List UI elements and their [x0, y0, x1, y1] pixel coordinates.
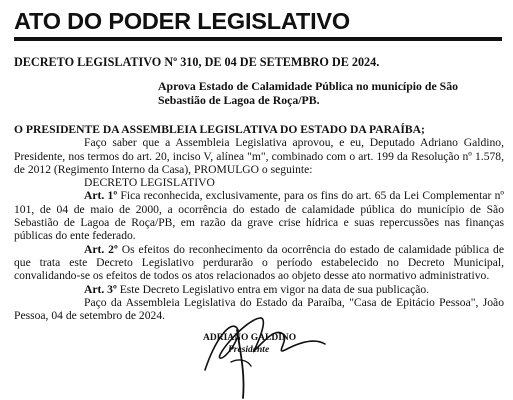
- section-header: [14, 8, 502, 41]
- signer-name: ADRIANO GALDINO: [203, 333, 297, 343]
- article-1: [14, 189, 504, 242]
- article-3-label: Art. 3º: [84, 282, 117, 296]
- article-3-text: Este Decreto Legislativo entra em vigor na data de sua publicação.: [116, 282, 430, 296]
- section-title: ATO DO PODER LEGISLATIVO: [14, 8, 350, 34]
- article-1-label: Art. 1º: [84, 189, 118, 203]
- signature-block: [175, 300, 365, 400]
- decree-body: [14, 123, 504, 322]
- article-3: [14, 283, 504, 296]
- header-rule: [14, 37, 502, 41]
- article-2-text: Os efeitos do reconhecimento da ocorrência do estado de calamidade pública de que trata este Decreto Legislativo perdurarão o período estabelecido no Decreto Municipal, convalidando-se os efeitos de todos os atos relacionados ao objeto desse ato normativo administrativo.: [14, 242, 504, 283]
- president-heading: O PRESIDENTE DA ASSEMBLEIA LEGISLATIVA DO ESTADO DA PARAÍBA;: [14, 123, 425, 136]
- article-2-label: Art. 2º: [84, 242, 118, 256]
- decree-title: DECRETO LEGISLATIVO Nº 310, DE 04 DE SETEMBRO DE 2024.: [14, 55, 380, 69]
- decree-ementa: Aprova Estado de Calamidade Pública no município de São Sebastião de Lagoa de Roça/PB.: [158, 79, 458, 107]
- decree-label: DECRETO LEGISLATIVO: [84, 176, 215, 190]
- handwritten-signature: [175, 300, 365, 400]
- article-2: [14, 243, 504, 283]
- article-1-text: Fica reconhecida, exclusivamente, para os fins do art. 65 da Lei Complementar nº 101, de 04 de maio de 2000, a ocorrência do estado de calamidade pública do município de São Sebastião de Lagoa de Roça/PB, em razão da grave crise hídrica e suas repercussões nas finanças públicas do ente federado.: [14, 189, 504, 243]
- closing-paragraph: Paço da Assembleia Legislativa do Estado da Paraíba, "Casa de Epitácio Pessoa", João Pessoa, 04 de setembro de 2024.: [14, 295, 504, 323]
- preamble-paragraph: Faço saber que a Assembleia Legislativa aprovou, e eu, Deputado Adriano Galdino, Presidente, nos termos do art. 20, inciso V, alínea "m", combinado com o art. 199 da Resolução nº 1.578, de 2012 (Regimento Interno da Casa), PROMULGO o seguinte:: [14, 136, 504, 176]
- signer-role: Presidente: [228, 345, 270, 355]
